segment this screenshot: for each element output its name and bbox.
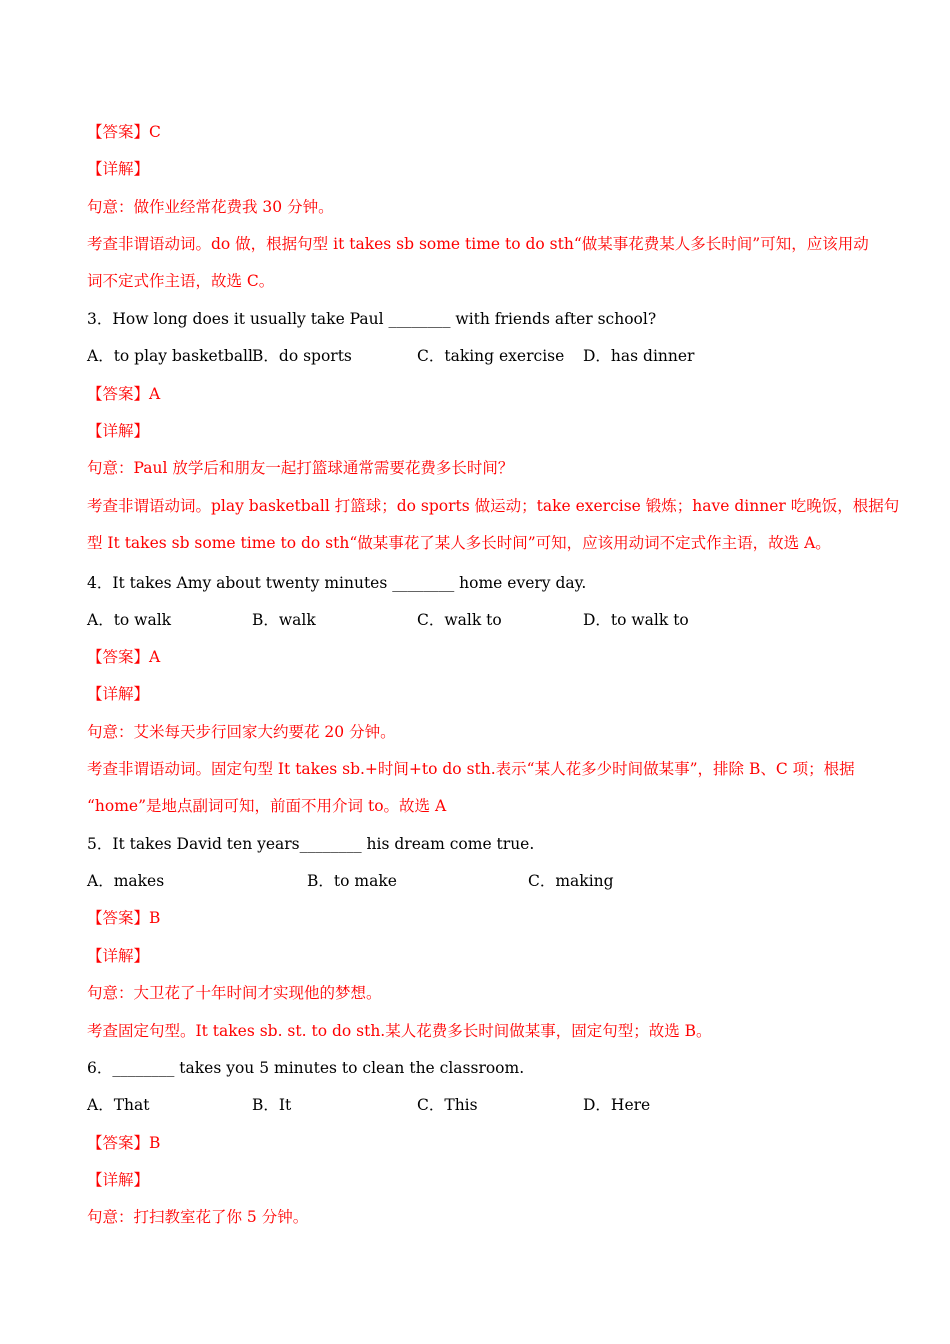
question-stem: 4．It takes Amy about twenty minutes ________ home every day. <box>87 574 587 592</box>
option-a: A．That <box>87 1096 150 1114</box>
question-stem: 5．It takes David ten years________ his dream come true. <box>87 835 535 853</box>
option-c: C．walk to <box>417 611 502 629</box>
explanation-line: 考查非谓语动词。play basketball 打篮球；do sports 做运动；take exercise 锻炼；have dinner 吃晚饭，根据句 <box>87 497 900 515</box>
question-stem: 3．How long does it usually take Paul ________ with friends after school? <box>87 310 657 328</box>
answer-label: 【答案】C <box>87 123 161 141</box>
sentence-meaning: 句意：做作业经常花费我 30 分钟。 <box>87 198 334 216</box>
option-d: D．Here <box>583 1096 651 1114</box>
option-b: B．to make <box>307 872 397 890</box>
detail-label: 【详解】 <box>87 1171 150 1189</box>
answer-label: 【答案】B <box>87 909 161 927</box>
explanation-line: 型 It takes sb some time to do sth“做某事花了某人多长时间”可知，应该用动词不定式作主语，故选 A。 <box>87 534 831 552</box>
answer-label: 【答案】B <box>87 1134 161 1152</box>
detail-label: 【详解】 <box>87 422 150 440</box>
option-a: A．makes <box>87 872 165 890</box>
option-b: B．walk <box>252 611 316 629</box>
option-a: A．to play basketball <box>87 347 253 365</box>
sentence-meaning: 句意：打扫教室花了你 5 分钟。 <box>87 1208 309 1226</box>
option-c: C．taking exercise <box>417 347 565 365</box>
answer-label: 【答案】A <box>87 385 161 403</box>
question-stem: 6．________ takes you 5 minutes to clean the classroom. <box>87 1059 525 1077</box>
explanation-line: 考查非谓语动词。固定句型 It takes sb.+时间+to do sth.表示“某人花多少时间做某事”，排除 B、C 项；根据 <box>87 760 855 778</box>
option-c: C．This <box>417 1096 478 1114</box>
option-d: D．has dinner <box>583 347 695 365</box>
explanation-line: 词不定式作主语，故选 C。 <box>87 272 275 290</box>
option-b: B．It <box>252 1096 292 1114</box>
explanation-line: 考查非谓语动词。do 做，根据句型 it takes sb some time to do sth“做某事花费某人多长时间”可知，应该用动 <box>87 235 869 253</box>
sentence-meaning: 句意：大卫花了十年时间才实现他的梦想。 <box>87 984 382 1002</box>
option-a: A．to walk <box>87 611 172 629</box>
explanation-line: “home”是地点副词可知，前面不用介词 to。故选 A <box>87 797 447 815</box>
detail-label: 【详解】 <box>87 160 150 178</box>
detail-label: 【详解】 <box>87 947 150 965</box>
sentence-meaning: 句意：艾米每天步行回家大约要花 20 分钟。 <box>87 723 396 741</box>
detail-label: 【详解】 <box>87 685 150 703</box>
sentence-meaning: 句意：Paul 放学后和朋友一起打篮球通常需要花费多长时间？ <box>87 459 514 477</box>
explanation-line: 考查固定句型。It takes sb. st. to do sth.某人花费多长时间做某事，固定句型；故选 B。 <box>87 1022 712 1040</box>
answer-label: 【答案】A <box>87 648 161 666</box>
option-b: B．do sports <box>252 347 352 365</box>
option-d: D．to walk to <box>583 611 689 629</box>
option-c: C．making <box>528 872 614 890</box>
